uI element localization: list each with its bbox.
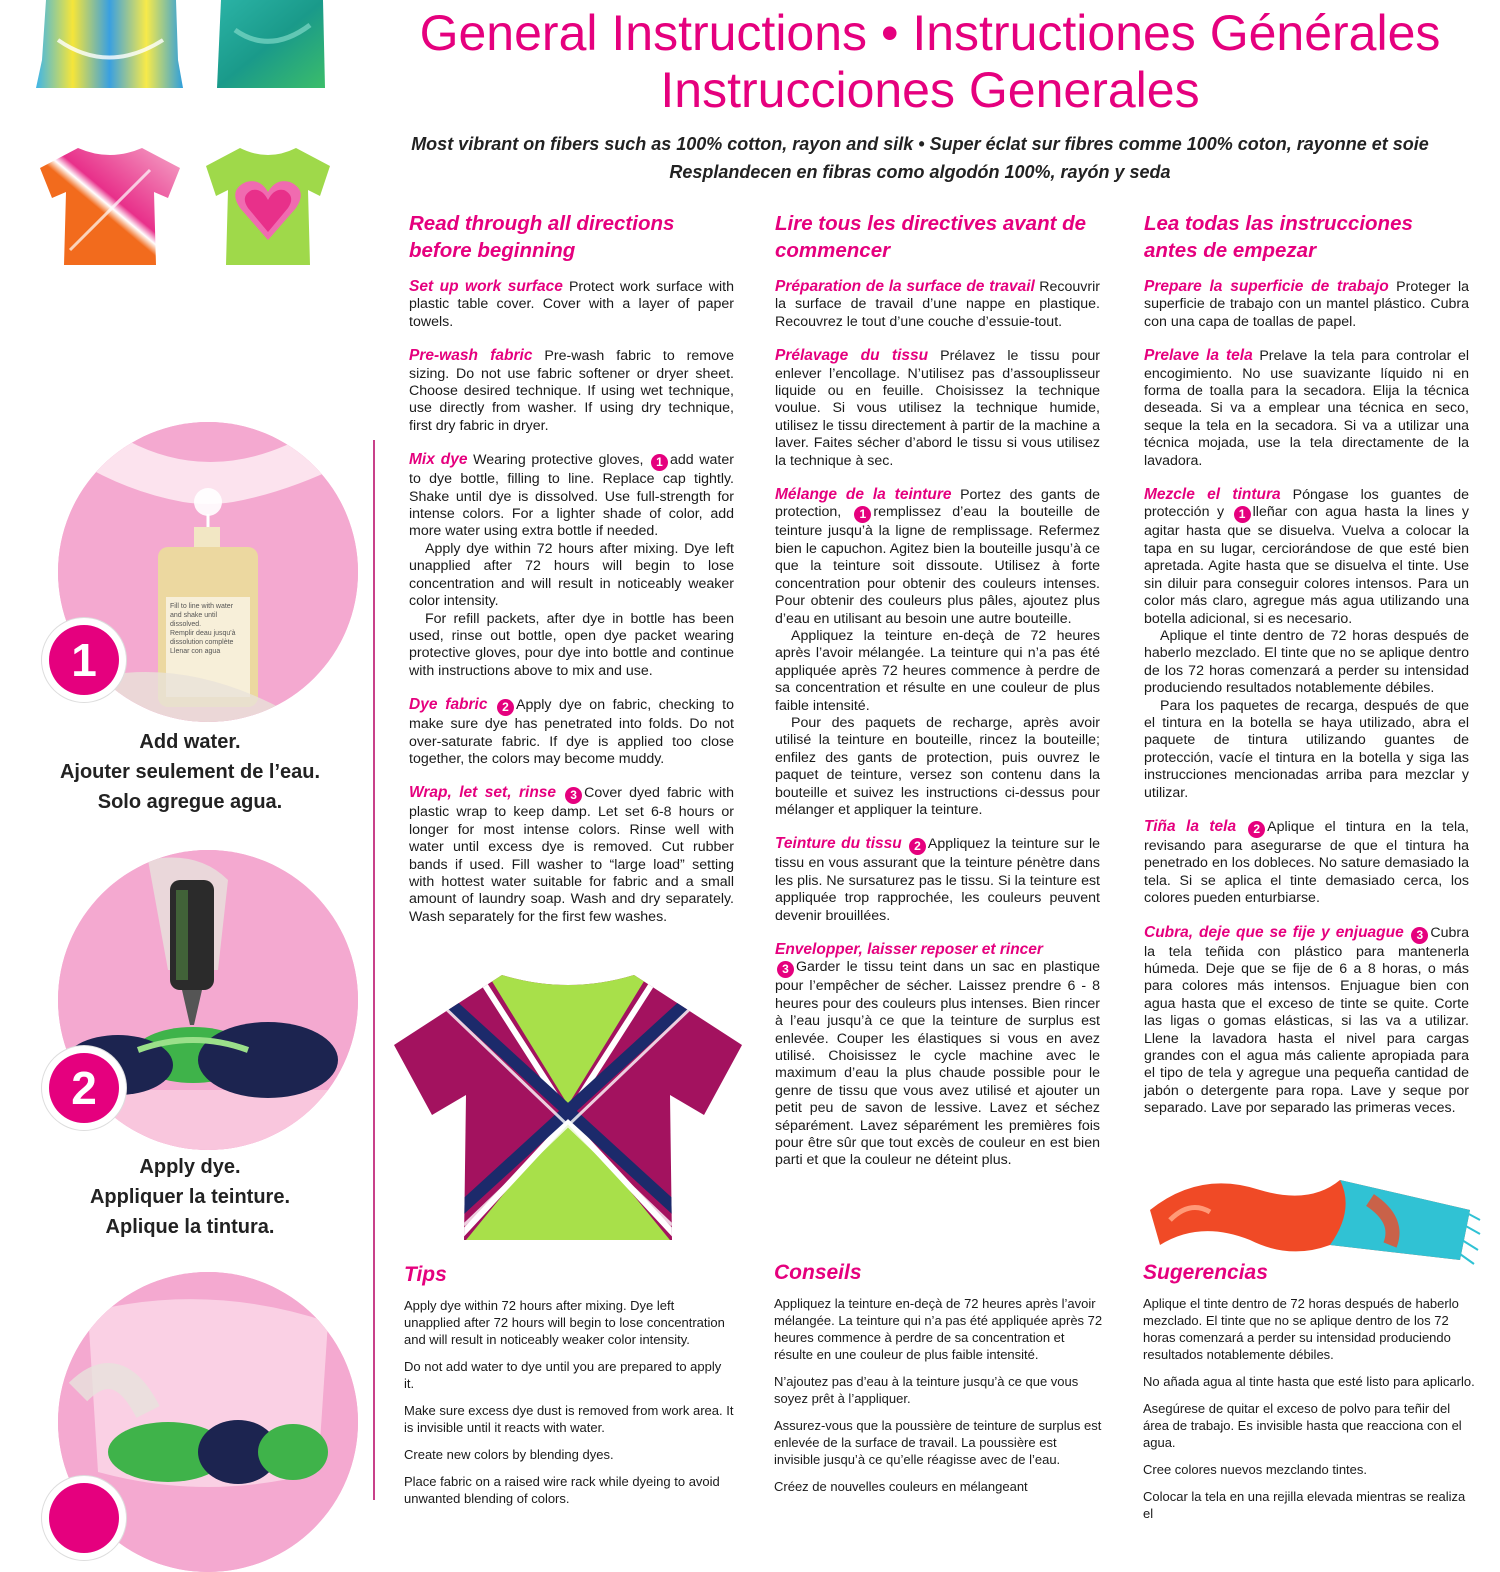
tie-dye-shirt-photo [392,965,744,1245]
french-dye-text: Appliquez la teinture sur le tissu en vous assurant que la teinture pénètre dans les plis. Ne sursaturez pas le tissu. Si la teinture est appliquée trop rapprochée, les couleurs peuvent devenir brouillées. [775,836,1101,924]
english-mix-label: Mix dye [409,451,468,469]
french-prewash-text: Prélavez le tissu pour enlever l’encollage. N’utilisez pas d’assouplisseur liquide ou en feuille. Choisissez la technique voulue. Si vous utilisez la technique humide, utilisez le tissu directement à partir de la machine a laver. Faites sécher d’abord le tissu si vous utilisez la technique à sec. [775,348,1100,469]
tip-item: Do not add water to dye until you are prepared to apply it. [404,1359,722,1391]
page-subtitle-spanish: Resplandecen en fibras como algodón 100%, rayón y seda [669,162,1171,182]
step-1-number: 1 [49,625,119,695]
french-mix-text: remplissez d’eau la bouteille de teinture jusqu’à la ligne de remplissage. Refermez bien le capuchon. Agitez bien la bouteille jusqu’à ce que la teinture soit dissoute. Utilisez à forte concentration pour obtenir des couleurs intenses. Pour obtenir des couleurs plus pâles, ajoutez plus d’eau en utilisant au besoin une autre bouteille. [775,504,1101,627]
spanish-mix-text: Para los paquetes de recarga, después de que el tintura en la botella se haya utilizado, abra el paquete de tintura utilizando guantes de protección, vacíe el tintura en la botella y siga las instrucciones mencionadas arriba para mezclar y utilizar. [1144,697,1469,801]
english-wrap-text: Cover dyed fabric with plastic wrap to keep damp. Let set 6-8 hours or longer for most intense colors. Rinse well with water until excess dye is removed. Cut rubber bands if used. Fill washer to “large load” setting with hottest water suitable for fabric and a small amount of laundry soap. Wash and dry separately. Wash separately for the first few washes. [409,785,734,925]
spanish-wrap-text: Cubra la tela teñida con plástico para mantenerla húmeda. Deje que se fije de 6 a 8 horas, o más para colores más intensos. Enjuague bien con agua hasta que el exceso de tinte se quite. Corte las ligas o gomas elásticas, si las va a utilizar. Llene la lavadora hasta el nivel para cargas grandes con el agua más caliente apropiada para el tipo de tela y agregue una pequeña cantidad de jabón o detergente para ropa. Lave y seque por separado. Lave por separado las primeras veces. [1144,924,1469,1117]
tip-item: Make sure excess dye dust is removed from work area. It is invisible until it reacts with water. [404,1403,734,1435]
step-1-caption-fr: Ajouter seulement de l’eau. [59,761,321,783]
french-mix-text: Pour des paquets de recharge, après avoir utilisé la teinture en bouteille, rincez la bouteille; enfilez des gants de protection, puis ouvrez le paquet de teinture, versez son contenu dans la bouteille et suivez les instructions ci-dessus pour mélanger et appliquer la teinture. [775,714,1100,818]
french-mix-text: Portez des gants de protection, [775,487,1100,521]
english-setup-text: Protect work surface with plastic table cover. Cover with a layer of paper towels. [409,279,734,330]
page-subtitle: Most vibrant on fibers such as 100% cotton, rayon and silk • Super éclat sur fibres comme 100% coton, rayonne et soie [411,134,1429,154]
english-mix-text: Wearing protective gloves, [473,452,644,469]
tips-english [404,1263,734,1517]
french-setup-label: Préparation de la surface de travail [775,278,1035,295]
step-3-badge [42,1476,126,1560]
page-title-spanish: Instrucciones Generales [660,62,1200,118]
english-setup [409,278,734,331]
step-2-marker: 2 [909,838,926,855]
bottle-label-line: dissolved. [170,621,202,628]
spanish-dye-text: Aplique el tintura en la tela, revisando para asegurarse de que el tintura ha penetrado en los dobleces. No sature demasiado la tela. Si se aplica el tinte demasiado cerca, los colores pueden enturbiarse. [1144,818,1469,907]
english-mix-text: add water to dye bottle, filling to line. Replace cap tightly. Shake until dye is dissolved. Use full-strength for intense colors. For a lighter shade of color, add more water using extra bottle if needed. [409,452,734,540]
bottle-label-line: dissolution complète [170,639,234,646]
french-wrap-text: Garder le tissu teint dans un sac en plastique pour l’empêcher de sécher. Laissez prendre 6 - 8 heures pour des couleurs plus intenses. Bien rincer à l’eau jusqu’à ce que la teinture de surplus est enlevée. Couper les élastiques si vous en avez utilisé. Choisissez le cycle machine avec le maximum d’eau la plus chaude possible pour le genre de tissu que vous avez utilisé et ajouter un petit peu de savon de lessive. Lavez et séchez séparément. Lavez séparément les premières fois pour être sûr que tout excès de couleur en est bien parti et que la couleur ne déteint plus. [775,959,1100,1169]
tip-item: Cree colores nuevos mezclando tintes. [1143,1462,1368,1477]
spanish-mix [1144,486,1469,628]
french-mix [775,486,1100,628]
bottle-label [170,602,250,656]
bottle-label-line: Remplir deau jusqu'à [170,630,236,637]
english-heading: Read through all directions before beginning [409,212,675,262]
tips-spanish [1143,1261,1478,1532]
english-setup-label: Set up work surface [409,278,563,295]
french-wrap [775,941,1100,1170]
step-2-marker: 2 [497,699,514,716]
spanish-prewash [1144,347,1469,470]
page-title: General Instructions • Instructiones Générales [419,5,1441,61]
step-2-caption-es: Aplique la tintura. [105,1216,275,1238]
tip-item: Appliquez la teinture en-deçà de 72 heures après l’avoir mélangée. La teinture qui n’a pas été appliquée après 72 heures commence à perdre de sa concentration et résulte en une couleur de plus faible intensité. [774,1296,1103,1362]
step-2-number: 2 [49,1053,119,1123]
spanish-dye [1144,818,1469,908]
french-heading: Lire tous les directives avant de commencer [775,212,1087,262]
step-1-marker: 1 [651,454,668,471]
french-setup [775,278,1100,331]
step-1-caption [30,727,350,817]
tip-item: Aplique el tinte dentro de 72 horas después de haberlo mezclado. El tinte que no se aplique dentro de los 72 horas comenzará a perder su intensidad produciendo resultados notablemente débiles. [1143,1296,1459,1362]
spanish-mix-text: Póngase los guantes de protección y [1144,487,1469,521]
english-prewash-label: Pre-wash fabric [409,347,533,365]
english-dye-label: Dye fabric [409,696,488,714]
spanish-setup [1144,278,1469,331]
english-column [409,210,734,942]
tip-item: Create new colors by blending dyes. [404,1447,614,1462]
french-wrap-label: Envelopper, laisser reposer et rincer [775,941,1043,958]
shirt-photo-green-teal [215,0,330,92]
english-dye [409,696,734,768]
english-wrap-label: Wrap, let set, rinse [409,784,557,802]
french-column [775,210,1100,1170]
tips-spanish-heading: Sugerencias [1143,1261,1268,1284]
french-dye [775,835,1100,925]
spanish-setup-label: Prepare la superficie de trabajo [1144,278,1389,295]
tip-item: Place fabric on a raised wire rack while dyeing to avoid unwanted blending of colors. [404,1474,720,1506]
shirt-photo-green-heart [198,140,338,270]
spanish-column [1144,210,1469,1134]
spanish-wrap [1144,924,1469,1118]
step-2-caption [30,1152,350,1242]
bottle-label-line: Fill to line with water [170,603,234,610]
step-3-marker: 3 [777,961,794,978]
english-mix [409,451,734,541]
shirt-photo-orange-pink [30,140,190,270]
step-1-marker: 1 [1234,506,1251,523]
french-mix-label: Mélange de la teinture [775,486,952,504]
spanish-mix-text: Aplique el tinte dentro de 72 horas después de haberlo mezclado. El tinte que no se aplique dentro de los 72 horas comenzará a perder su intensidad produciendo resultados notablemente débiles. [1144,627,1469,697]
step-3-marker: 3 [565,787,582,804]
english-mix-text: For refill packets, after dye in bottle has been used, rinse out bottle, open dye packet wearing protective gloves, pour dye into bottle and continue with instructions above to mix and use. [409,610,734,679]
tip-item: Assurez-vous que la poussière de teinture de surplus est enlevée de la surface de travail. La poussière est invisible jusqu’à ce qu’elle réagisse avec de l’eau. [774,1418,1102,1467]
french-prewash-label: Prélavage du tissu [775,347,929,365]
tips-english-heading: Tips [404,1263,447,1286]
tip-item: Colocar la tela en una rejilla elevada mientras se realiza el [1143,1489,1466,1521]
step-1-badge [42,618,126,702]
step-2-caption-en: Apply dye. [139,1156,241,1178]
tips-french [774,1261,1104,1505]
spanish-prewash-label: Prelave la tela [1144,347,1253,365]
tip-item: Asegúrese de quitar el exceso de polvo para teñir del área de trabajo. Es invisible hasta que reacciona con el agua. [1143,1401,1462,1450]
spanish-dye-label: Tiña la tela [1144,817,1237,835]
english-prewash [409,347,734,435]
step-1-caption-en: Add water. [139,731,241,753]
spanish-mix-label: Mezcle el tintura [1144,486,1281,504]
tip-item: No añada agua al tinte hasta que esté listo para aplicarlo. [1143,1374,1475,1389]
french-prewash [775,347,1100,470]
spanish-prewash-text: Prelave la tela para controlar el encogimiento. No use suavizante líquido ni en forma de toalla para la secadora. Elija la técnica deseada. Si va a emplear una técnica en seco, seque la tela en la secadora. Si va a utilizar una técnica mojada, use la tela directamente de la lavadora. [1144,348,1469,469]
step-1-caption-es: Solo agregue agua. [97,791,283,813]
tip-item: Créez de nouvelles couleurs en mélangeant [774,1479,1028,1494]
step-3-marker: 3 [1411,927,1428,944]
english-wrap [409,784,734,926]
step-1-marker: 1 [854,506,871,523]
french-dye-label: Teinture du tissu [775,835,902,853]
spanish-mix-text: lleñar con agua hasta la lines y agitar hasta que se disuelva. Vuelva a colocar la tapa en su lugar, cerciorándose de que esté bien apretada. Agite hasta que se disuelva el tinte. Use sin diluir para conseguir colores intensos. Para un color más claro, agregue más agua utilizando una botella adicional, si es necesario. [1144,504,1469,627]
bottle-label-line: Llenar con agua [170,648,221,655]
english-mix-text: Apply dye within 72 hours after mixing. Dye left unapplied after 72 hours will begin to lose concentration and will result in noticeably weaker color intensity. [409,540,734,610]
column-divider [373,440,375,1500]
tip-item: N’ajoutez pas d’eau à la teinture jusqu’à ce que vous soyez prêt à l’appliquer. [774,1374,1079,1406]
step-2-badge [42,1046,126,1130]
french-setup-text: Recouvrir la surface de travail d’une nappe en plastique. Recouvrez le tout d’une couche d’essuie-tout. [775,279,1100,330]
tips-french-heading: Conseils [774,1261,862,1284]
english-prewash-text: Pre-wash fabric to remove sizing. Do not use fabric softener or dryer sheet. Choose desired technique. If using wet technique, use directly from washer. If using dry technique, first dry fabric in dryer. [409,348,734,434]
english-dye-text: Apply dye on fabric, checking to make sure dye has penetrated into folds. Do not over-saturate fabric. If dye is applied too close together, the colors may become muddy. [409,697,734,767]
bottle-label-line: and shake until [170,612,218,619]
step-2-marker: 2 [1248,821,1265,838]
tip-item: Apply dye within 72 hours after mixing. Dye left unapplied after 72 hours will begin to lose concentration and will result in noticeably weaker color intensity. [404,1298,725,1347]
shirt-photo-yellow-blue [28,0,193,92]
spanish-heading: Lea todas las instrucciones antes de empezar [1144,212,1413,262]
spanish-setup-text: Proteger la superficie de trabajo con un mantel plástico. Cubra con una capa de toallas de papel. [1144,279,1469,330]
french-mix-text: Appliquez la teinture en-deçà de 72 heures après l’avoir mélangée. La teinture qui n’a pas été appliquée après 72 heures commence à perdre de sa concentration et résulte en une couleur de plus faible intensité. [775,627,1100,714]
spanish-wrap-label: Cubra, deje que se fije y enjuague [1144,923,1404,941]
step-3-number [49,1483,119,1553]
step-2-caption-fr: Appliquer la teinture. [89,1186,291,1208]
